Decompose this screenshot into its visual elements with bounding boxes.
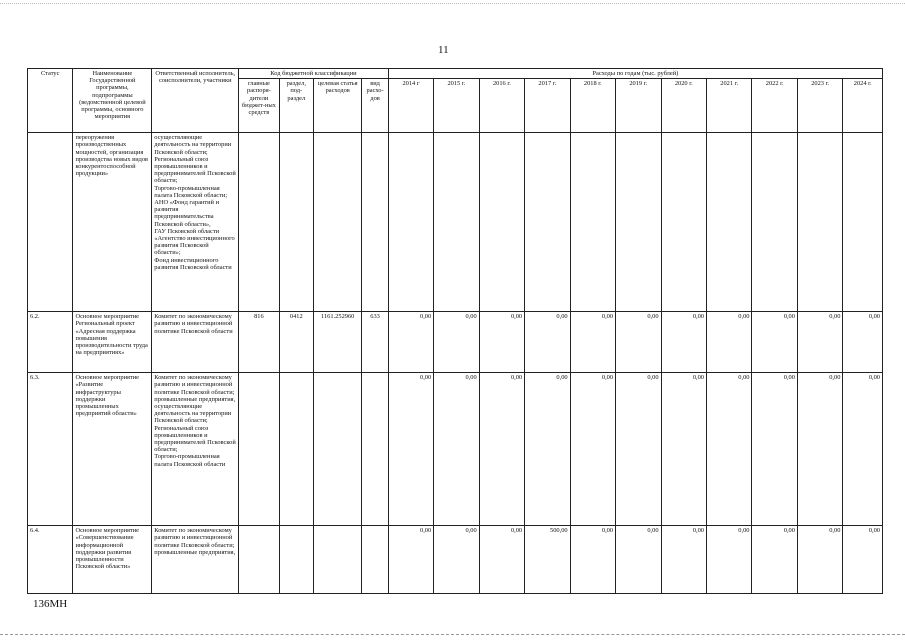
cell-value: 0,00 — [752, 526, 797, 594]
cell-value: 0,00 — [843, 526, 883, 594]
cell-value: 0,00 — [434, 312, 479, 373]
header-target: целевая статья расходов — [313, 79, 362, 133]
cell-section — [279, 526, 313, 594]
cell-kind — [362, 133, 388, 312]
cell-value: 0,00 — [570, 312, 615, 373]
header-year: 2017 г. — [525, 79, 570, 133]
cell-value: 0,00 — [707, 526, 752, 594]
cell-value: 0,00 — [388, 526, 433, 594]
cell-target: 1161.252960 — [313, 312, 362, 373]
cell-grbs — [239, 526, 279, 594]
cell-grbs: 816 — [239, 312, 279, 373]
cell-value: 0,00 — [616, 373, 661, 526]
cell-value: 0,00 — [525, 312, 570, 373]
cell-responsible: Комитет по экономическому развитию и инвестиционной политике Псковской области — [152, 312, 239, 373]
cell-section: 0412 — [279, 312, 313, 373]
header-year: 2023 г. — [797, 79, 842, 133]
cell-value: 0,00 — [616, 312, 661, 373]
cell-kind — [362, 526, 388, 594]
table-row — [28, 312, 883, 373]
cell-value — [479, 133, 524, 312]
header-year: 2019 г. — [616, 79, 661, 133]
header-responsible: Ответственный исполнитель, соисполнители, участники — [152, 69, 239, 133]
cell-value — [752, 133, 797, 312]
cell-value: 0,00 — [388, 312, 433, 373]
cell-value: 0,00 — [797, 312, 842, 373]
cell-value — [525, 133, 570, 312]
header-year: 2018 г. — [570, 79, 615, 133]
cell-value — [570, 133, 615, 312]
header-budget-code: Код бюджетной классификации — [239, 69, 389, 79]
cell-name: переоружения производственных мощностей, организация производства новых видов конкурентоспособной продукции» — [73, 133, 152, 312]
cell-responsible: Комитет по экономическому развитию и инвестиционной политике Псковской области; промышленные предприятия, осуществляющие деятельность на территории Псковской области; Региональный союз промышленников и предпринимателей Псковской области; Торгово-промышленная палата Псковской области — [152, 373, 239, 526]
cell-responsible: Комитет по экономическому развитию и инвестиционной политике Псковской области; промышленные предприятия, — [152, 526, 239, 594]
cell-value: 0,00 — [707, 373, 752, 526]
cell-value: 0,00 — [661, 373, 706, 526]
cell-kind: 633 — [362, 312, 388, 373]
cell-name: Основное мероприятие «Развитие инфраструктуры поддержки промышленных предприятий области» — [73, 373, 152, 526]
cell-value — [616, 133, 661, 312]
page-number: 11 — [438, 44, 449, 56]
cell-value: 0,00 — [661, 526, 706, 594]
budget-table — [27, 68, 883, 594]
table-row — [28, 526, 883, 594]
header-section: раздел, под-раздел — [279, 79, 313, 133]
cell-target — [313, 373, 362, 526]
header-grbs: главные распоря-дители бюджет-ных средств — [239, 79, 279, 133]
cell-status — [28, 133, 73, 312]
cell-grbs — [239, 373, 279, 526]
cell-value: 0,00 — [797, 373, 842, 526]
cell-value: 0,00 — [707, 312, 752, 373]
cell-value: 0,00 — [570, 373, 615, 526]
cell-value: 0,00 — [797, 526, 842, 594]
header-year: 2020 г. — [661, 79, 706, 133]
table-row — [28, 133, 883, 312]
cell-value: 0,00 — [752, 373, 797, 526]
header-expenses: Расходы по годам (тыс. рублей) — [388, 69, 882, 79]
cell-value: 0,00 — [843, 312, 883, 373]
scan-edge-bottom — [0, 634, 905, 635]
cell-value — [661, 133, 706, 312]
header-year: 2015 г. — [434, 79, 479, 133]
cell-value — [843, 133, 883, 312]
header-year: 2014 г — [388, 79, 433, 133]
cell-value — [434, 133, 479, 312]
cell-value: 0,00 — [525, 373, 570, 526]
cell-value: 0,00 — [434, 526, 479, 594]
header-kind: вид расхо-дов — [362, 79, 388, 133]
header-year: 2024 г. — [843, 79, 883, 133]
cell-grbs — [239, 133, 279, 312]
cell-value: 0,00 — [479, 373, 524, 526]
cell-target — [313, 133, 362, 312]
scan-edge-top — [0, 3, 905, 4]
header-year: 2022 г. — [752, 79, 797, 133]
cell-value: 0,00 — [434, 373, 479, 526]
header-status: Статус — [28, 69, 73, 133]
cell-value: 0,00 — [616, 526, 661, 594]
header-name: Наименование Государственной программы, подпрограммы (ведомственной целевой программы, основного мероприятия — [73, 69, 152, 133]
cell-value — [797, 133, 842, 312]
cell-value: 0,00 — [479, 312, 524, 373]
cell-name: Основное мероприятие «Совершенствование информационной поддержки развития промышленности Псковской области» — [73, 526, 152, 594]
table-row — [28, 373, 883, 526]
cell-target — [313, 526, 362, 594]
cell-value — [388, 133, 433, 312]
header-year: 2016 г. — [479, 79, 524, 133]
cell-kind — [362, 373, 388, 526]
cell-section — [279, 373, 313, 526]
cell-status: 6.2. — [28, 312, 73, 373]
cell-status: 6.3. — [28, 373, 73, 526]
cell-value: 0,00 — [752, 312, 797, 373]
cell-value: 500,00 — [525, 526, 570, 594]
cell-value: 0,00 — [661, 312, 706, 373]
cell-section — [279, 133, 313, 312]
cell-responsible: осуществляющие деятельность на территории Псковской области; Региональный союз промышленников и предпринимателей Псковской области; Торгово-промышленная палата Псковской области; АНО «Фонд гарантий и развития предпринимательства Псковской области», ГАУ Псковской области «Агентство инвестиционного развития Псковской области»; Фонд инвестиционного развития Псковской области — [152, 133, 239, 312]
cell-value: 0,00 — [570, 526, 615, 594]
footer-code: 136МН — [33, 598, 68, 610]
cell-value: 0,00 — [843, 373, 883, 526]
cell-value: 0,00 — [388, 373, 433, 526]
cell-value — [707, 133, 752, 312]
cell-name: Основное мероприятие Региональный проект «Адресная поддержка повышения производительности труда на предприятиях» — [73, 312, 152, 373]
cell-status: 6.4. — [28, 526, 73, 594]
header-year: 2021 г. — [707, 79, 752, 133]
cell-value: 0,00 — [479, 526, 524, 594]
